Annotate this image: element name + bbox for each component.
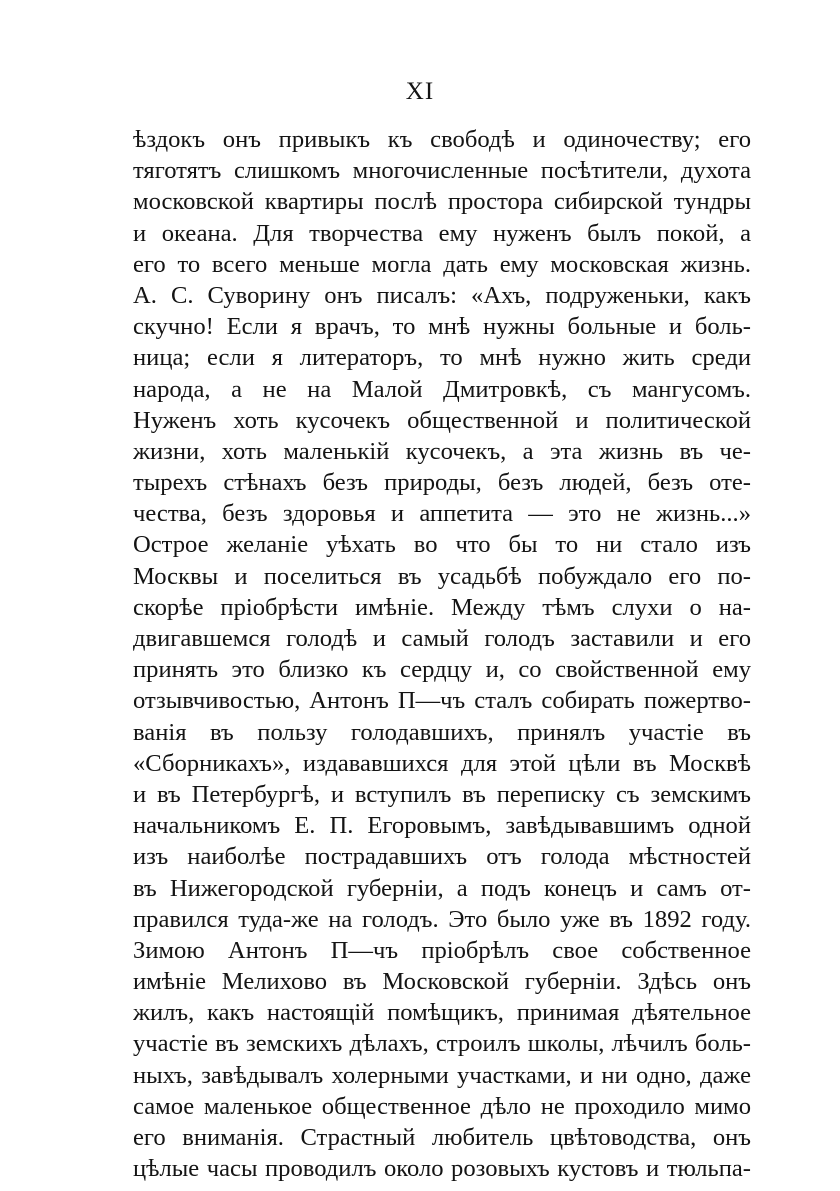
text-line: отзывчивостью, Антонъ П—чъ сталъ собирать пожертво-: [133, 687, 751, 715]
text-line: жизни, хоть маленькій кусочекъ, а эта жизнь въ че-: [133, 437, 751, 465]
text-line: А. С. Суворину онъ писалъ: «Ахъ, подруженьки, какъ: [133, 281, 751, 309]
text-line: ванія въ пользу голодавшихъ, принялъ участіе въ: [133, 718, 751, 746]
text-line: его вниманія. Страстный любитель цвѣтоводства, онъ: [133, 1124, 751, 1151]
text-line: ѣздокъ онъ привыкъ къ свободѣ и одиночеству; его: [133, 126, 751, 153]
text-line: правился туда-же на голодъ. Это было уже въ 1892 году.: [133, 905, 751, 933]
text-line: скучно! Если я врачъ, то мнѣ нужны больные и боль-: [133, 313, 751, 341]
text-line: ница; если я литераторъ, то мнѣ нужно жить среди: [133, 344, 751, 372]
body-text: [133, 124, 751, 1184]
text-line: Зимою Антонъ П—чъ пріобрѣлъ свое собственное: [133, 936, 751, 964]
page-number: XI: [405, 78, 435, 105]
text-line: двигавшемся голодѣ и самый голодъ заставили и его: [133, 625, 751, 652]
text-line: тырехъ стѣнахъ безъ природы, безъ людей, безъ оте-: [133, 469, 751, 497]
text-line: имѣніе Мелихово въ Московской губерніи. Здѣсь онъ: [133, 968, 751, 996]
text-line: принять это близко къ сердцу и, со свойственной ему: [133, 656, 751, 684]
text-line: изъ наиболѣе пострадавшихъ отъ голода мѣстностей: [133, 843, 751, 871]
text-line: тяготятъ слишкомъ многочисленные посѣтители, духота: [133, 157, 751, 185]
text-line: чества, безъ здоровья и аппетита — это не жизнь...»: [133, 500, 751, 528]
text-line: жилъ, какъ настоящій помѣщикъ, принимая дѣятельное: [133, 999, 751, 1027]
text-line: Острое желаніе уѣхать во что бы то ни стало изъ: [133, 531, 751, 559]
text-line: и океана. Для творчества ему нуженъ былъ покой, а: [133, 219, 751, 247]
text-line: Москвы и поселиться въ усадьбѣ побуждало его по-: [133, 562, 751, 590]
text-line: «Сборникахъ», издававшихся для этой цѣли въ Москвѣ: [133, 749, 751, 777]
text-line: ныхъ, завѣдывалъ холерными участками, и ни одно, даже: [133, 1061, 751, 1089]
text-line: начальникомъ Е. П. Егоровымъ, завѣдывавшимъ одной: [133, 812, 751, 840]
text-line: въ Нижегородской губерніи, а подъ конецъ и самъ от-: [133, 874, 751, 902]
text-line: московской квартиры послѣ простора сибирской тундры: [133, 188, 751, 216]
text-line: цѣлые часы проводилъ около розовыхъ кустовъ и тюльпа-: [133, 1155, 751, 1183]
text-line: народа, а не на Малой Дмитровкѣ, съ мангусомъ.: [133, 375, 751, 403]
text-line: участіе въ земскихъ дѣлахъ, строилъ школы, лѣчилъ боль-: [133, 1030, 751, 1058]
text-line: Нуженъ хоть кусочекъ общественной и политической: [133, 406, 751, 434]
text-line: и въ Петербургѣ, и вступилъ въ переписку съ земскимъ: [133, 780, 751, 808]
text-line: скорѣе пріобрѣсти имѣніе. Между тѣмъ слухи о на-: [133, 593, 751, 621]
text-line: самое маленькое общественное дѣло не проходило мимо: [133, 1092, 751, 1120]
text-line: его то всего меньше могла дать ему московская жизнь.: [133, 250, 751, 278]
